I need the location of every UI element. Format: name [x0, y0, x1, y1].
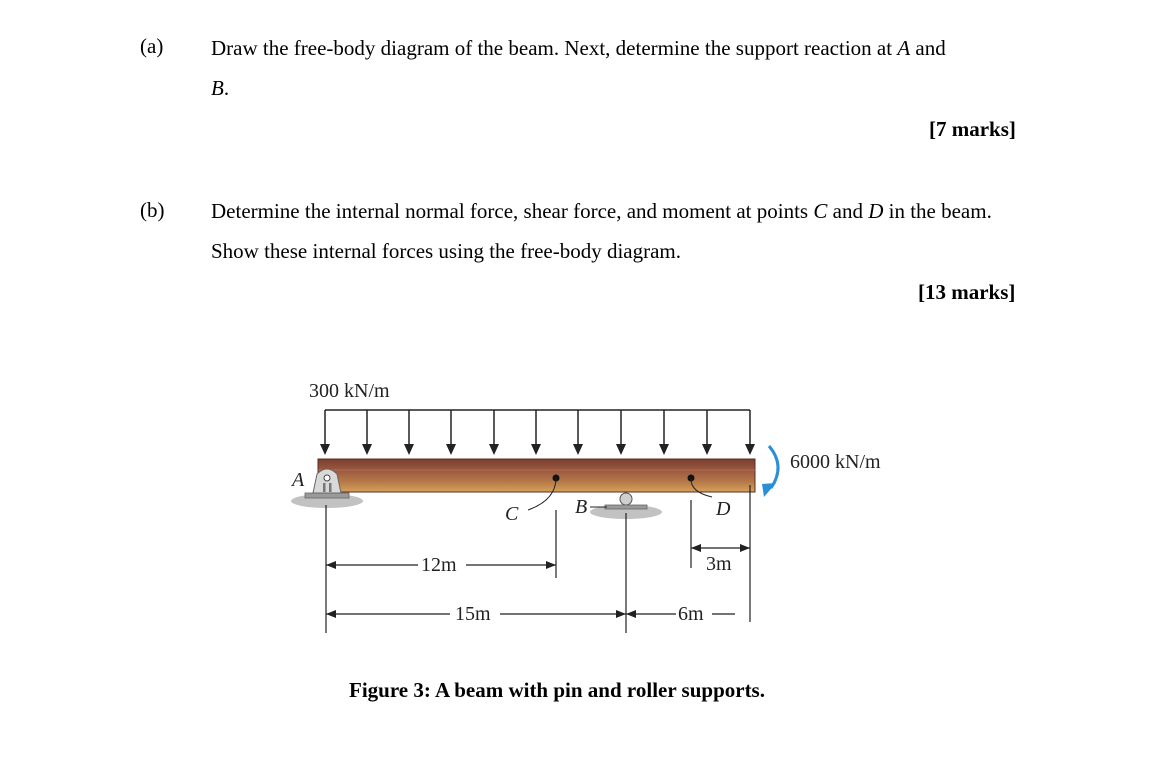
- load-arrow-head: [745, 444, 755, 455]
- point-a-label: A: [292, 469, 305, 491]
- dim-15m-label: 15m: [455, 603, 491, 625]
- distributed-load-label: 300 kN/m: [309, 380, 390, 402]
- question-b-marks: [13 marks]: [918, 280, 1016, 304]
- load-arrow-head: [404, 444, 414, 455]
- question-a-text-post: .: [223, 76, 230, 100]
- load-arrow-head: [531, 444, 541, 455]
- load-arrow-head: [320, 444, 330, 455]
- arrowhead: [616, 610, 626, 618]
- question-b-text-pre: Determine the internal normal force, shear force, and moment at points: [211, 199, 814, 223]
- couple-moment-arrowhead: [762, 483, 776, 497]
- arrowhead: [691, 544, 701, 552]
- question-a-label: (a): [140, 34, 164, 58]
- arrowhead: [626, 610, 636, 618]
- question-a-text-mid: and: [910, 36, 946, 60]
- question-b-text-mid: and: [827, 199, 869, 223]
- dim-12m-label: 12m: [421, 554, 457, 576]
- arrowhead: [740, 544, 750, 552]
- question-b-text-post: in the beam. Show these internal forces using the free-body diagram.: [211, 199, 992, 263]
- couple-moment-label: 6000 kN/m: [790, 451, 881, 473]
- dim-3m-label: 3m: [706, 553, 732, 575]
- point-d-label: D: [716, 498, 731, 520]
- load-arrow-head: [489, 444, 499, 455]
- question-b-var-c: C: [813, 199, 828, 223]
- question-a-marks: [7 marks]: [929, 117, 1016, 141]
- load-arrow-head: [659, 444, 669, 455]
- load-arrow-head: [616, 444, 626, 455]
- question-a-var-a: A: [897, 36, 911, 60]
- point-b-label: B: [575, 496, 588, 518]
- point-c-label: C: [505, 503, 519, 525]
- load-arrow-head: [362, 444, 372, 455]
- question-b-label: (b): [140, 198, 165, 222]
- arrowhead: [326, 561, 336, 569]
- load-arrow-head: [573, 444, 583, 455]
- load-arrow-head: [702, 444, 712, 455]
- figure-caption: Figure 3: A beam with pin and roller supports.: [349, 678, 765, 702]
- roller-support: [605, 493, 647, 509]
- question-a-text-pre: Draw the free-body diagram of the beam. Next, determine the support reaction at: [211, 36, 898, 60]
- load-arrow-head: [446, 444, 456, 455]
- couple-moment-arrow: [769, 446, 778, 488]
- question-b-var-d: D: [868, 199, 884, 223]
- load-arrows: [320, 410, 755, 455]
- question-a-var-b: B: [211, 76, 224, 100]
- arrowhead: [546, 561, 556, 569]
- arrowhead: [326, 610, 336, 618]
- dim-6m-label: 6m: [678, 603, 704, 625]
